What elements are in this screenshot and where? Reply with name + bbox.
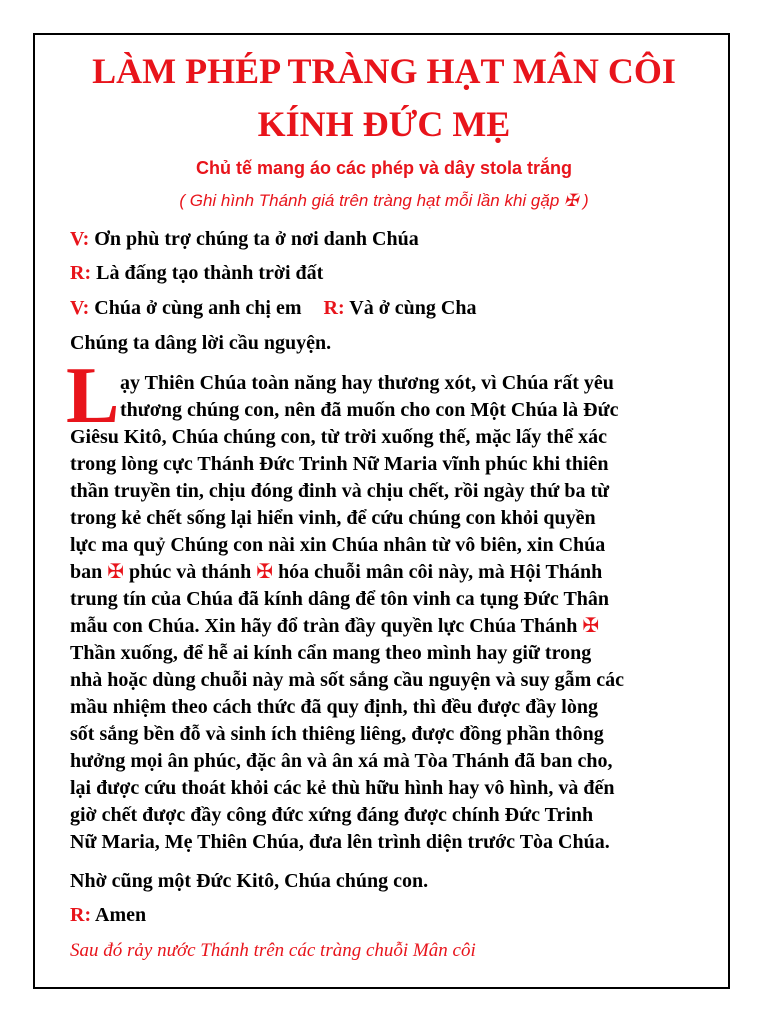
prayer-line: hưởng mọi ân phúc, đặc ân và ân xá mà Tòa Thánh đã ban cho, bbox=[70, 750, 613, 772]
closing-rubric: Sau đó rảy nước Thánh trên các tràng chuỗi Mân côi bbox=[70, 940, 476, 961]
versicle-label: V: bbox=[70, 297, 90, 319]
title-line-2: KÍNH ĐỨC MẸ bbox=[257, 104, 511, 144]
prayer-line bbox=[70, 613, 599, 640]
prayer-line: giờ chết được đầy công đức xứng đáng được chính Đức Trinh bbox=[70, 804, 594, 826]
response-label: R: bbox=[70, 904, 92, 926]
prayer-fragment: mẫu con Chúa. Xin hãy đổ tràn đầy quyền lực Chúa Thánh bbox=[70, 615, 578, 637]
versicle-2 bbox=[70, 297, 476, 320]
prayer-line: lực ma quỷ Chúng con nài xin Chúa nhân từ vô biên, xin Chúa bbox=[70, 534, 606, 556]
versicle-text: Ơn phù trợ chúng ta ở nơi danh Chúa bbox=[94, 228, 419, 250]
prayer-fragment: ban bbox=[70, 561, 103, 583]
prayer-line: sốt sắng bền đỗ và sinh ích thiêng liêng, được đồng phần thông bbox=[70, 723, 604, 745]
response-text: Là đấng tạo thành trời đất bbox=[96, 262, 324, 284]
cross-icon: ✠ bbox=[582, 615, 600, 637]
drop-cap: L bbox=[66, 352, 120, 440]
response-amen bbox=[70, 904, 146, 927]
versicle-label: V: bbox=[70, 228, 90, 250]
prayer-line: nhà hoặc dùng chuỗi này mà sốt sắng cầu nguyện và suy gẫm các bbox=[70, 669, 624, 691]
prayer-line: trung tín của Chúa đã kính dâng để tôn vinh ca tụng Đức Thân bbox=[70, 588, 610, 610]
prayer-fragment: hóa chuỗi mân côi này, mà Hội Thánh bbox=[278, 561, 603, 583]
response-text: Amen bbox=[95, 904, 147, 926]
versicle-text: Chúa ở cùng anh chị em bbox=[94, 297, 302, 319]
prayer-line: lại được cứu thoát khỏi các kẻ thù hữu hình hay vô hình, và đến bbox=[70, 777, 615, 799]
prayer-line: trong lòng cực Thánh Đức Trinh Nữ Maria vĩnh phúc khi thiên bbox=[70, 453, 609, 475]
response-label: R: bbox=[323, 297, 345, 319]
prayer-line: Giêsu Kitô, Chúa chúng con, từ trời xuống thế, mặc lấy thể xác bbox=[70, 426, 607, 448]
title-line-1: LÀM PHÉP TRÀNG HẠT MÂN CÔI bbox=[92, 51, 676, 91]
prayer-line: Nữ Maria, Mẹ Thiên Chúa, đưa lên trình diện trước Tòa Chúa. bbox=[70, 831, 610, 853]
cross-icon: ✠ bbox=[256, 561, 274, 583]
versicle-1 bbox=[70, 228, 419, 251]
prayer-line: thần truyền tin, chịu đóng đinh và chịu chết, rồi ngày thứ ba từ bbox=[70, 480, 610, 502]
response-label: R: bbox=[70, 262, 92, 284]
response-1 bbox=[70, 262, 323, 285]
prayer-line: Thần xuống, để hễ ai kính cẩn mang theo mình hay giữ trong bbox=[70, 642, 592, 664]
conclusion: Nhờ cũng một Đức Kitô, Chúa chúng con. bbox=[70, 870, 429, 892]
prayer-line: thương chúng con, nên đã muốn cho con Một Chúa là Đức bbox=[120, 399, 619, 421]
prayer-line: mầu nhiệm theo cách thức đã quy định, thì đều được đầy lòng bbox=[70, 696, 598, 718]
subtitle: Chủ tế mang áo các phép và dây stola trắng bbox=[195, 158, 573, 178]
prayer-fragment: phúc và thánh bbox=[129, 561, 252, 583]
instruction-note: ( Ghi hình Thánh giá trên tràng hạt mỗi lần khi gặp ✠ ) bbox=[179, 191, 589, 210]
cross-icon: ✠ bbox=[107, 561, 125, 583]
prayer-line: ạy Thiên Chúa toàn năng hay thương xót, vì Chúa rất yêu bbox=[120, 372, 614, 394]
invitation: Chúng ta dâng lời cầu nguyện. bbox=[70, 332, 332, 354]
prayer-line: trong kẻ chết sống lại hiển vinh, để cứu chúng con khỏi quyền bbox=[70, 507, 596, 529]
prayer-line bbox=[70, 559, 602, 586]
response-text: Và ở cùng Cha bbox=[349, 297, 477, 319]
